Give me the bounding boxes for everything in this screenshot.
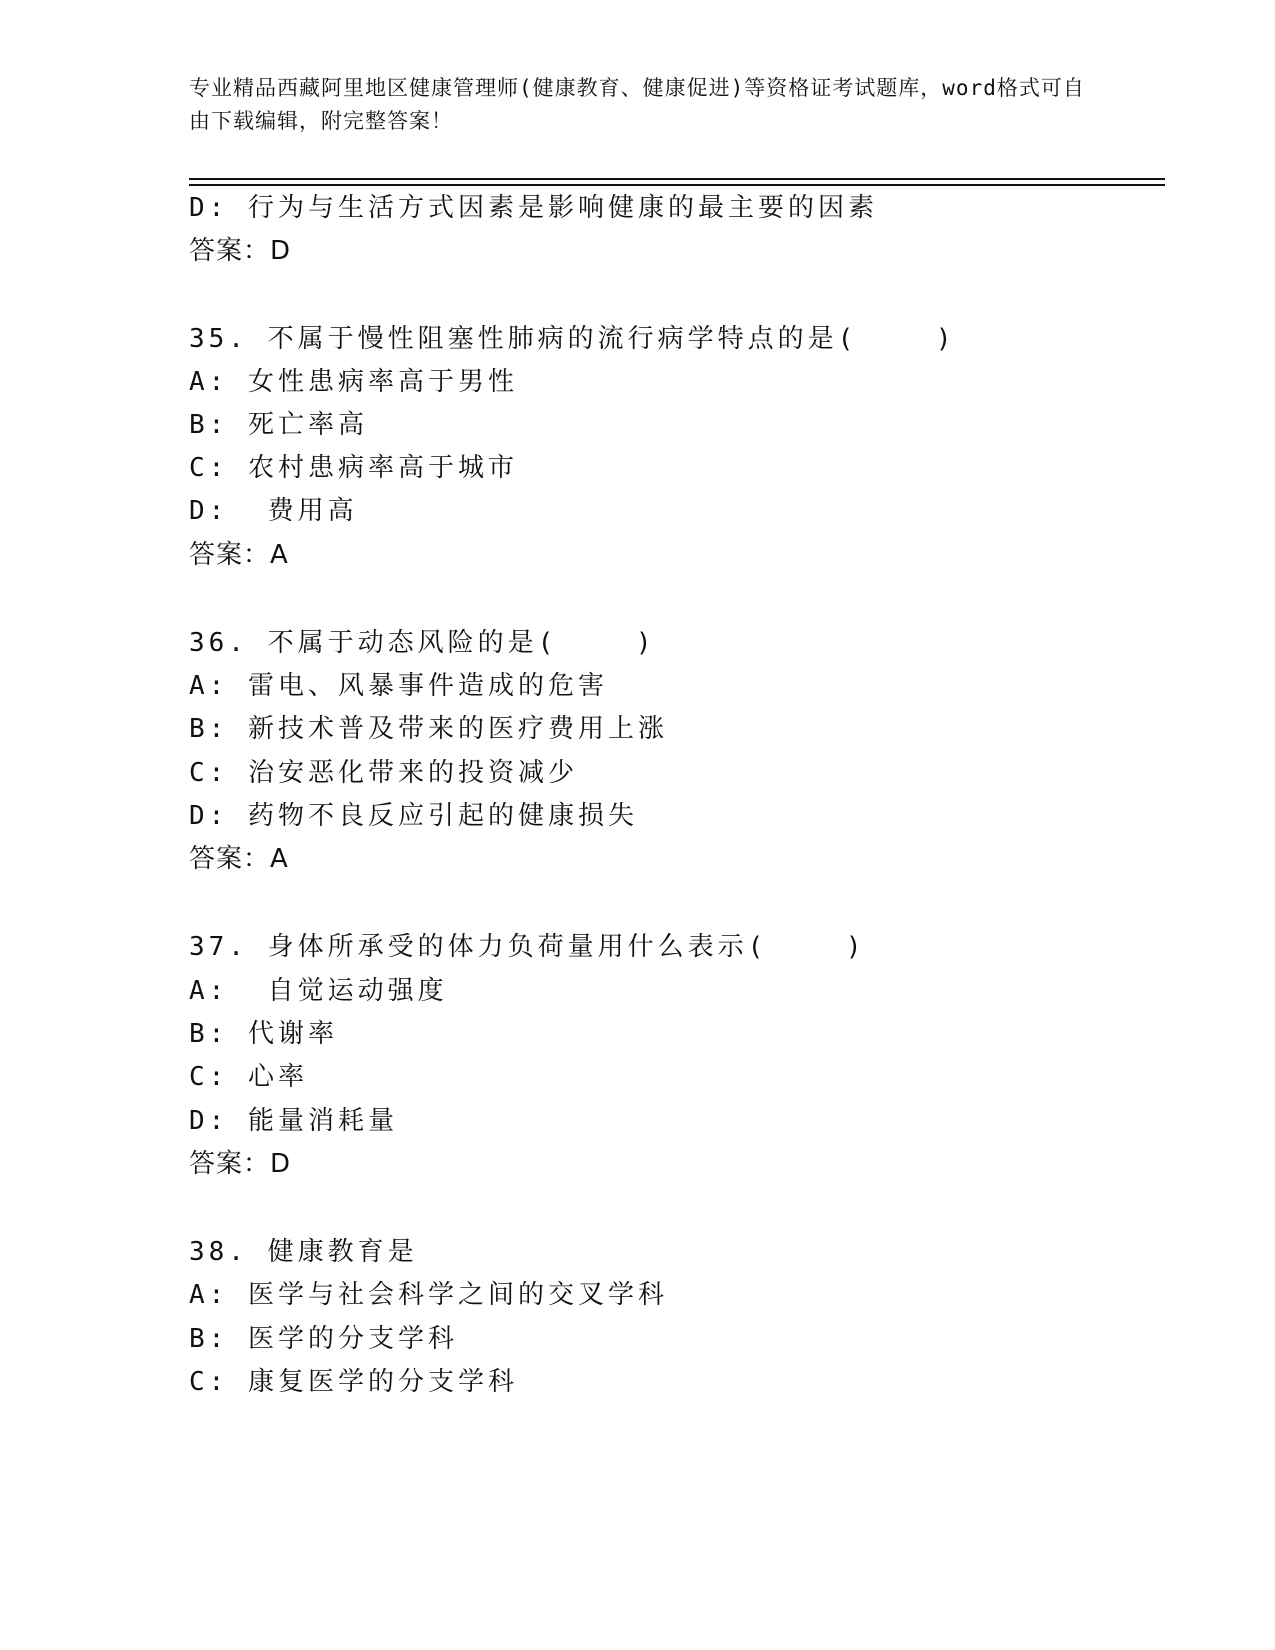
option-a: A: 雷电、风暴事件造成的危害 [189, 671, 608, 701]
document-header: 专业精品西藏阿里地区健康管理师(健康教育、健康促进)等资格证考试题库，word格式可自由下载编辑，附完整答案！ [189, 76, 1085, 133]
question-36: 36. 不属于动态风险的是( ) [189, 628, 656, 658]
option-d: D: 费用高 [189, 496, 358, 526]
option-d: D: 药物不良反应引起的健康损失 [189, 801, 638, 831]
option-b: B: 医学的分支学科 [189, 1324, 458, 1354]
option-d: D: 行为与生活方式因素是影响健康的最主要的因素 [189, 193, 878, 223]
question-37: 37. 身体所承受的体力负荷量用什么表示( ) [189, 932, 866, 962]
question-35: 35. 不属于慢性阻塞性肺病的流行病学特点的是( ) [189, 324, 956, 354]
option-a: A: 医学与社会科学之间的交叉学科 [189, 1280, 668, 1310]
option-a: A: 女性患病率高于男性 [189, 367, 518, 397]
option-c: C: 农村患病率高于城市 [189, 453, 518, 483]
answer: 答案：A [189, 540, 289, 570]
option-d: D: 能量消耗量 [189, 1106, 398, 1136]
option-a: A: 自觉运动强度 [189, 976, 448, 1006]
option-b: B: 代谢率 [189, 1019, 338, 1049]
question-38: 38. 健康教育是 [189, 1237, 418, 1267]
answer: 答案：D [189, 236, 292, 266]
option-c: C: 康复医学的分支学科 [189, 1367, 518, 1397]
option-b: B: 死亡率高 [189, 410, 368, 440]
header-divider-top [189, 178, 1165, 180]
answer: 答案：A [189, 844, 289, 874]
header-divider-bottom [189, 184, 1165, 186]
answer: 答案：D [189, 1149, 292, 1179]
option-c: C: 心率 [189, 1062, 308, 1092]
option-c: C: 治安恶化带来的投资减少 [189, 758, 578, 788]
option-b: B: 新技术普及带来的医疗费用上涨 [189, 714, 668, 744]
